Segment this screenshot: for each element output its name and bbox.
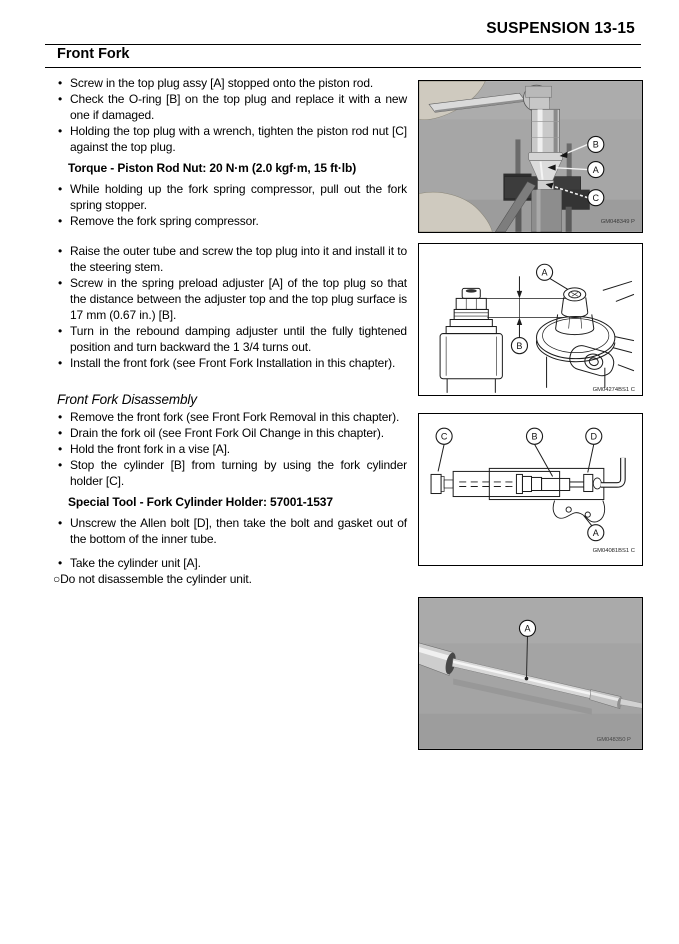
supplementary-note	[53, 571, 407, 587]
step-item	[57, 515, 407, 547]
step-text: Raise the outer tube and screw the top plug into it and install it to the steering stem.	[70, 244, 407, 274]
section-title: Front Fork	[57, 46, 130, 62]
step-text: Remove the fork spring compressor.	[70, 214, 259, 228]
step-item	[57, 91, 407, 123]
figure-code: GM048350 P	[596, 736, 631, 743]
callout-a-letter: A	[592, 527, 599, 538]
bullet-marker: •	[58, 91, 63, 106]
step-item	[57, 457, 407, 489]
step-item	[57, 123, 407, 155]
step-item	[57, 441, 407, 457]
figure4-canvas	[419, 598, 642, 749]
procedure-text	[53, 75, 407, 587]
step-text: Hold the front fork in a vise [A].	[70, 442, 230, 456]
bullet-marker: •	[58, 323, 63, 338]
figure1-canvas	[419, 81, 642, 232]
step-item	[57, 275, 407, 323]
callout-d-letter: D	[590, 431, 598, 442]
bullet-marker: •	[58, 457, 63, 472]
figure-cylinder-unit-photo	[418, 597, 643, 750]
figure-code: GM04274BS1 C	[592, 386, 635, 393]
page-header	[45, 20, 635, 38]
bullet-marker: •	[58, 409, 63, 424]
section-rule	[45, 67, 641, 68]
special-tool-spec: Special Tool - Fork Cylinder Holder: 57001-1537	[68, 495, 333, 509]
step-item	[57, 425, 407, 441]
callout-d	[586, 428, 602, 444]
callout-b	[526, 428, 542, 444]
bullet-marker: •	[58, 441, 63, 456]
bullet-marker: •	[58, 213, 63, 228]
header-rule	[45, 44, 641, 45]
figure3-canvas	[419, 414, 642, 565]
figure-code: GM04081BS1 C	[592, 547, 635, 554]
figure2-canvas	[419, 244, 642, 395]
callout-c-letter: C	[440, 431, 448, 442]
disassembly-title: Front Fork Disassembly	[57, 392, 197, 407]
step-item	[57, 555, 407, 571]
callout-b	[588, 136, 604, 152]
step-item	[57, 213, 407, 229]
step-text: Turn in the rebound damping adjuster until the fully tightened position and turn backward the 1 3/4 turns out.	[70, 324, 407, 354]
step-text: Screw in the top plug assy [A] stopped onto the piston rod.	[70, 76, 374, 90]
callout-b-letter: B	[516, 340, 523, 351]
step-item	[57, 355, 407, 371]
bullet-marker: •	[58, 243, 63, 258]
callout-c-letter: C	[592, 192, 600, 203]
bullet-marker: •	[58, 425, 63, 440]
callout-a	[588, 525, 604, 541]
step-text: Holding the top plug with a wrench, tighten the piston rod nut [C] against the top plug.	[70, 124, 407, 154]
spacer	[57, 229, 407, 243]
spacer	[57, 547, 407, 555]
step-text: Unscrew the Allen bolt [D], then take the bolt and gasket out of the bottom of the inner tube.	[70, 516, 407, 546]
step-text: Check the O-ring [B] on the top plug and replace it with a new one if damaged.	[70, 92, 407, 122]
figure-code: GM048349 P	[600, 218, 635, 225]
bullet-marker: •	[58, 555, 63, 570]
bullet-marker: •	[58, 275, 63, 290]
step-item	[57, 75, 407, 91]
figure-preload-adjuster-diagram	[418, 243, 643, 396]
callout-c	[436, 428, 452, 444]
note-text: Do not disassemble the cylinder unit.	[60, 572, 252, 586]
circle-marker: ○	[53, 572, 61, 586]
step-text: Drain the fork oil (see Front Fork Oil Change in this chapter).	[70, 426, 384, 440]
step-item	[57, 243, 407, 275]
callout-a-letter: A	[592, 164, 599, 175]
callout-c	[588, 190, 604, 206]
step-item	[57, 323, 407, 355]
figure-fork-disassembly-diagram	[418, 413, 643, 566]
callout-a	[537, 264, 553, 280]
callout-b	[511, 338, 527, 354]
step-text: While holding up the fork spring compressor, pull out the fork spring stopper.	[70, 182, 407, 212]
step-text: Screw in the spring preload adjuster [A] of the top plug so that the distance between the adjuster top and the top plug surface is 17 mm (0.67 in.) [B].	[70, 276, 407, 322]
bullet-marker: •	[58, 123, 63, 138]
callout-a	[588, 162, 604, 178]
bullet-marker: •	[58, 181, 63, 196]
bullet-marker: •	[58, 75, 63, 90]
bullet-marker: •	[58, 355, 63, 370]
step-item	[57, 409, 407, 425]
page-title: SUSPENSION 13-15	[486, 20, 635, 37]
callout-b-letter: B	[531, 431, 538, 442]
step-text: Take the cylinder unit [A].	[70, 556, 201, 570]
step-text: Stop the cylinder [B] from turning by using the fork cylinder holder [C].	[70, 458, 407, 488]
callout-b-letter: B	[592, 139, 599, 150]
step-text: Install the front fork (see Front Fork Installation in this chapter).	[70, 356, 396, 370]
callout-a-letter: A	[541, 267, 548, 278]
bullet-marker: •	[58, 515, 63, 530]
callout-a-letter: A	[524, 623, 531, 634]
torque-spec: Torque - Piston Rod Nut: 20 N·m (2.0 kgf·m, 15 ft·lb)	[68, 161, 357, 175]
step-text: Remove the front fork (see Front Fork Removal in this chapter).	[70, 410, 400, 424]
step-item	[57, 181, 407, 213]
figure-top-plug-tightening	[418, 80, 643, 233]
